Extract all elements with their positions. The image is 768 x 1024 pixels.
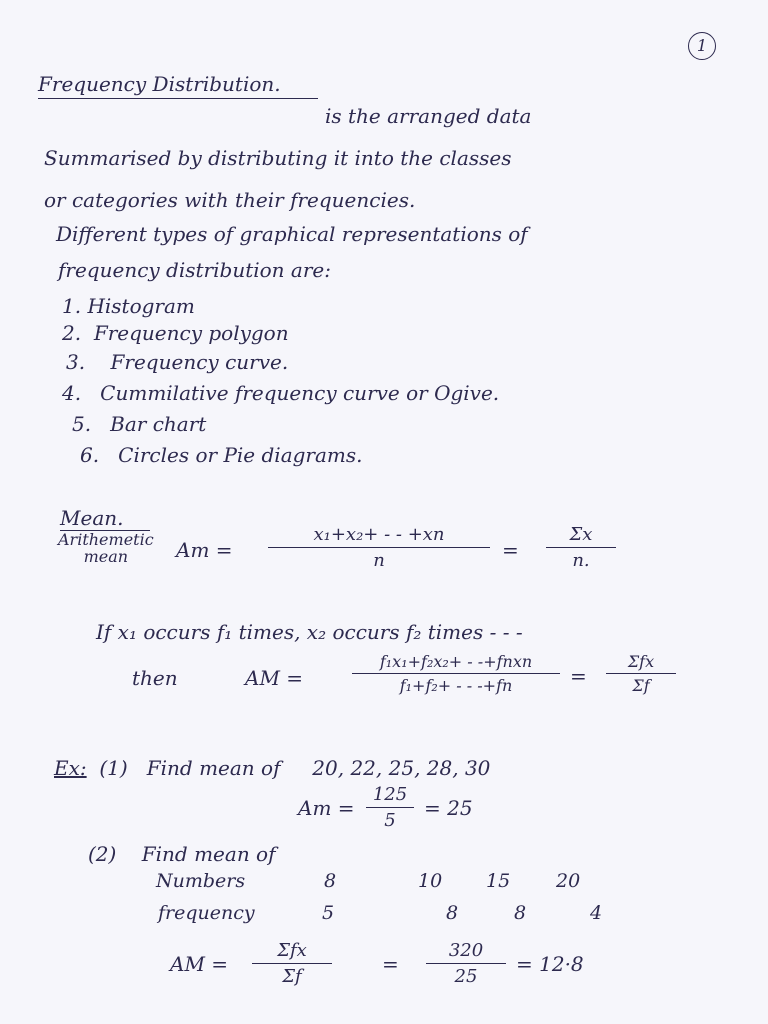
definition-line-1: is the arranged data bbox=[325, 104, 532, 128]
mean-heading: Mean. bbox=[60, 506, 150, 531]
weighted-mean-fraction: f₁x₁+f₂x₂+ - -+fnxn f₁+f₂+ - - -+fn bbox=[352, 652, 560, 695]
example-2-result: = 12·8 bbox=[516, 952, 584, 976]
definition-line-2: Summarised by distributing it into the classes bbox=[44, 146, 512, 170]
example-1-heading: Ex: (1) Find mean of 20, 22, 25, 28, 30 bbox=[54, 756, 491, 780]
am-label-2: AM = bbox=[245, 666, 304, 690]
am-label-3: Am = bbox=[298, 796, 355, 820]
list-item: 3. Frequency curve. bbox=[66, 350, 289, 374]
equals-sign: = bbox=[570, 664, 587, 688]
example-2-heading: (2) Find mean of bbox=[88, 842, 276, 866]
equals-sign: = bbox=[382, 952, 399, 976]
weighted-mean-condition: If x₁ occurs f₁ times, x₂ occurs f₂ times - - - bbox=[96, 620, 523, 644]
page-number bbox=[688, 32, 716, 60]
weighted-mean-sigma-fraction: Σfx Σf bbox=[606, 652, 676, 695]
example-2-sigma-fraction: Σfx Σf bbox=[252, 940, 332, 987]
definition-line-3: or categories with their frequencies. bbox=[44, 188, 416, 212]
list-item: 2. Frequency polygon bbox=[62, 321, 289, 345]
equals-sign: = bbox=[502, 538, 519, 562]
page-title: Frequency Distribution. bbox=[38, 72, 318, 99]
mean-formula-fraction: x₁+x₂+ - - +xn n bbox=[268, 524, 490, 571]
list-item: 4. Cummilative frequency curve or Ogive. bbox=[62, 381, 500, 405]
list-item: 1. Histogram bbox=[62, 294, 195, 318]
mean-formula-sigma-fraction: Σx n. bbox=[546, 524, 616, 571]
notebook-page: 1 Frequency Distribution. is the arranged data Summarised by distributing it into the classes or categories with their frequencies. Different types of graphical representations of frequency distribution are: 1. Histogram 2. Frequency polygon 3. Frequency curve. 4. Cummilative frequency curve or Ogive. 5. Bar chart 6. Circles or Pie diagrams. Mean. Arithemetic mean Am = x₁+x₂+ - - +xn n = Σx n. If x₁ occurs f₁ times, x₂ occurs f₂ times - - - then AM = f₁x₁+f₂x₂+ - -+fnxn f₁+f₂+ - - -+fn = Σfx Σf Ex: (1) Find mean of 20, 22, 25, 28, 30 Am = 125 5 = 25 (2) Find mean of Numbers 8 10 15 20 frequency 5 8 8 4 AM = Σfx Σf = 320 25 = 12·8 bbox=[0, 0, 768, 1024]
example-1-result: = 25 bbox=[424, 796, 473, 820]
example-2-fraction: 320 25 bbox=[426, 940, 506, 987]
types-intro-line-1: Different types of graphical representations of bbox=[56, 222, 528, 246]
page-number-value: 1 bbox=[696, 36, 708, 55]
am-label-4: AM = bbox=[170, 952, 229, 976]
list-item: 5. Bar chart bbox=[72, 412, 207, 436]
types-intro-line-2: frequency distribution are: bbox=[58, 258, 331, 282]
arithmetic-mean-label: Arithemetic mean bbox=[58, 530, 154, 566]
then-label: then bbox=[132, 666, 178, 690]
am-label-1: Am = bbox=[176, 538, 233, 562]
list-item: 6. Circles or Pie diagrams. bbox=[80, 443, 363, 467]
example-1-fraction: 125 5 bbox=[366, 784, 414, 831]
